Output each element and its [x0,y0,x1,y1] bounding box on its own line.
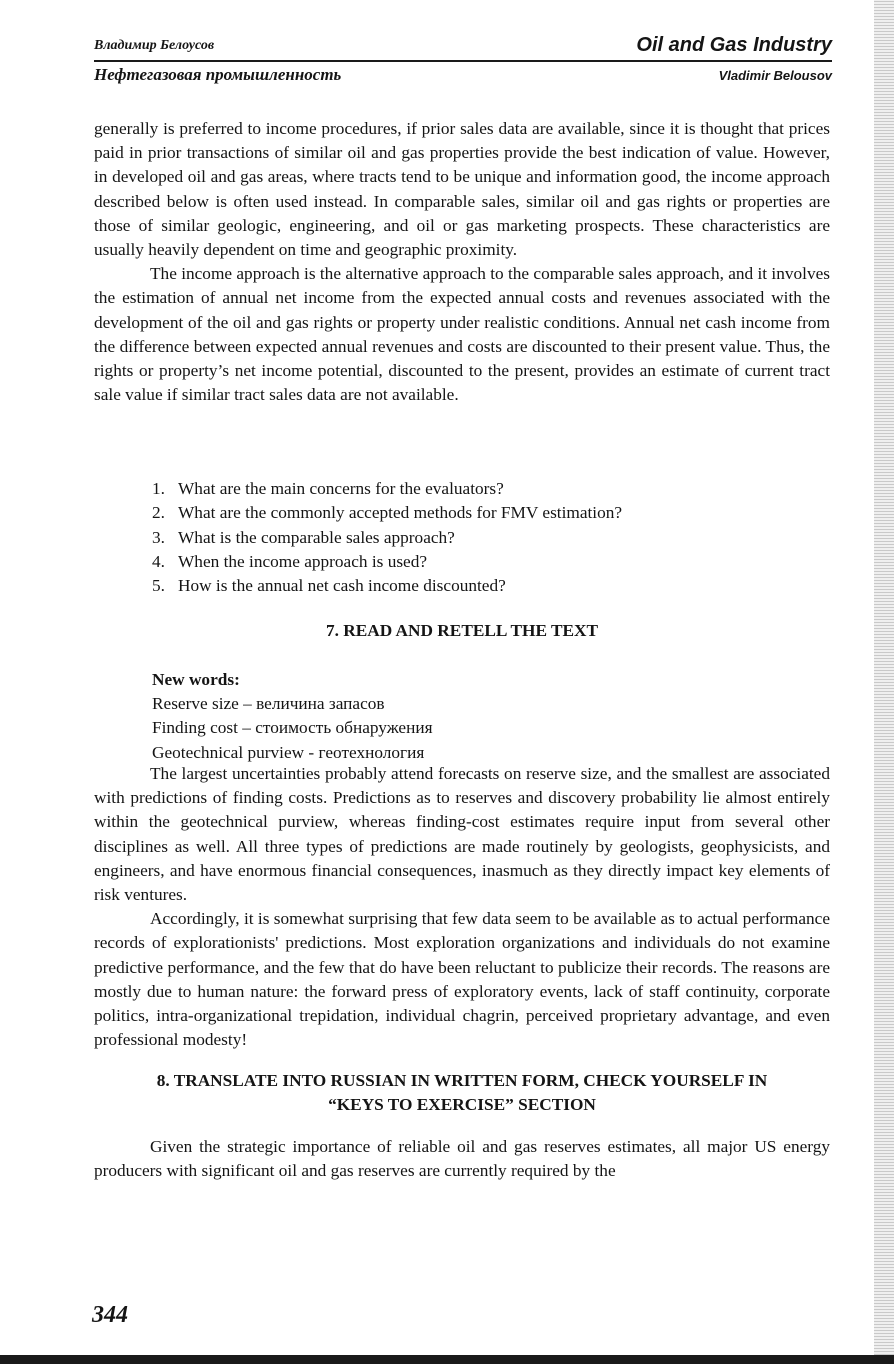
section-8-heading [94,1069,830,1117]
header-title-ru: Нефтегазовая промышленность [94,65,342,84]
list-item [152,501,772,525]
running-header-top [94,34,832,56]
list-item-text: When the income approach is used? [178,551,428,571]
running-header-bottom [94,65,832,87]
paragraph: The largest uncertainties probably attend forecasts on reserve size, and the smallest are associated with predictions of finding costs. Predictions as to reserves and discovery probability lie almost entirely within the geotechnical purview, whereas finding-cost estimates require input from several other disciplines as well. All three types of predictions are made routinely by geologists, geophysicists, and engineers, and have enormous financial consequences, inasmuch as they directly impact key elements of risk ventures. [94,764,830,905]
list-item-number: 1. [152,479,165,498]
section-8-text [94,1135,830,1183]
paragraph: Accordingly, it is somewhat surprising that few data seem to be available as to actual performance records of explorationists' predictions. Most exploration organizations and individuals do not examine predictive performance, and the few that do have been reluctant to publicize their records. The reasons are mostly due to human nature: the forward press of exploratory events, lack of staff continuity, corporate politics, intra-organizational trepidation, individual chagrin, perceived proprietary advantage, and even professional modesty! [94,909,830,1050]
scan-edge-shadow [874,0,894,1364]
header-divider [94,60,832,62]
list-item-text: How is the annual net cash income discounted? [178,576,506,596]
header-title-en: Oil and Gas Industry [636,34,832,56]
vocabulary-item: Reserve size – величина запасов [152,694,385,714]
question-list [152,477,772,598]
list-item [152,574,772,598]
list-item-text: What is the comparable sales approach? [178,527,455,547]
list-item-text: What are the commonly accepted methods for FMV estimation? [178,503,623,523]
list-item-number: 3. [152,527,165,547]
new-words-block [152,668,752,765]
new-words-label: New words: [152,670,240,689]
list-item [152,550,772,574]
paragraph: The income approach is the alternative approach to the comparable sales approach, and it involves the estimation of annual net income from the expected annual costs and revenues associated with the development of the oil and gas rights or property under realistic conditions. Annual net cash income from the difference between expected annual revenues and costs are discounted to their present value. Thus, the rights or property’s net income potential, discounted to the present, provides an estimate of current tract sale value if similar tract sales data are not available. [94,264,830,405]
list-item-number: 4. [152,551,165,571]
intro-text [94,117,830,407]
section-7-heading: 7. READ AND RETELL THE TEXT [325,621,599,640]
list-item [152,526,772,550]
page-number: 344 [92,1302,128,1328]
list-item [152,477,772,501]
vocabulary-item: Finding cost – стоимость обнаружения [152,718,433,738]
paragraph: Given the strategic importance of reliable oil and gas reserves estimates, all major US energy producers with significant oil and gas reserves are currently required by the [94,1137,830,1181]
section-7-text [94,762,830,1052]
section-8-heading-line: “KEYS TO EXERCISE” SECTION [328,1095,596,1114]
list-item-number: 5. [152,576,165,596]
header-author-en: Vladimir Belousov [718,68,832,83]
header-author-ru: Владимир Белоусов [94,38,215,53]
list-item-text: What are the main concerns for the evaluators? [178,479,504,498]
paragraph: generally is preferred to income procedures, if prior sales data are available, since it is thought that prices paid in prior transactions of similar oil and gas properties provide the best indication of value. However, in developed oil and gas areas, where tracts tend to be unique and information good, the income approach described below is often used instead. In comparable sales, similar oil and gas rights or properties are those of similar geologic, engineering, and oil or gas marketing prospects. These characteristics are usually heavily dependent on time and geographic proximity. [94,119,830,260]
list-item-number: 2. [152,503,165,523]
vocabulary-item: Geotechnical purview - геотехнология [152,742,425,762]
scan-bottom-edge [0,1355,894,1364]
section-8-heading-line: 8. TRANSLATE INTO RUSSIAN IN WRITTEN FORM, CHECK YOURSELF IN [156,1071,768,1090]
